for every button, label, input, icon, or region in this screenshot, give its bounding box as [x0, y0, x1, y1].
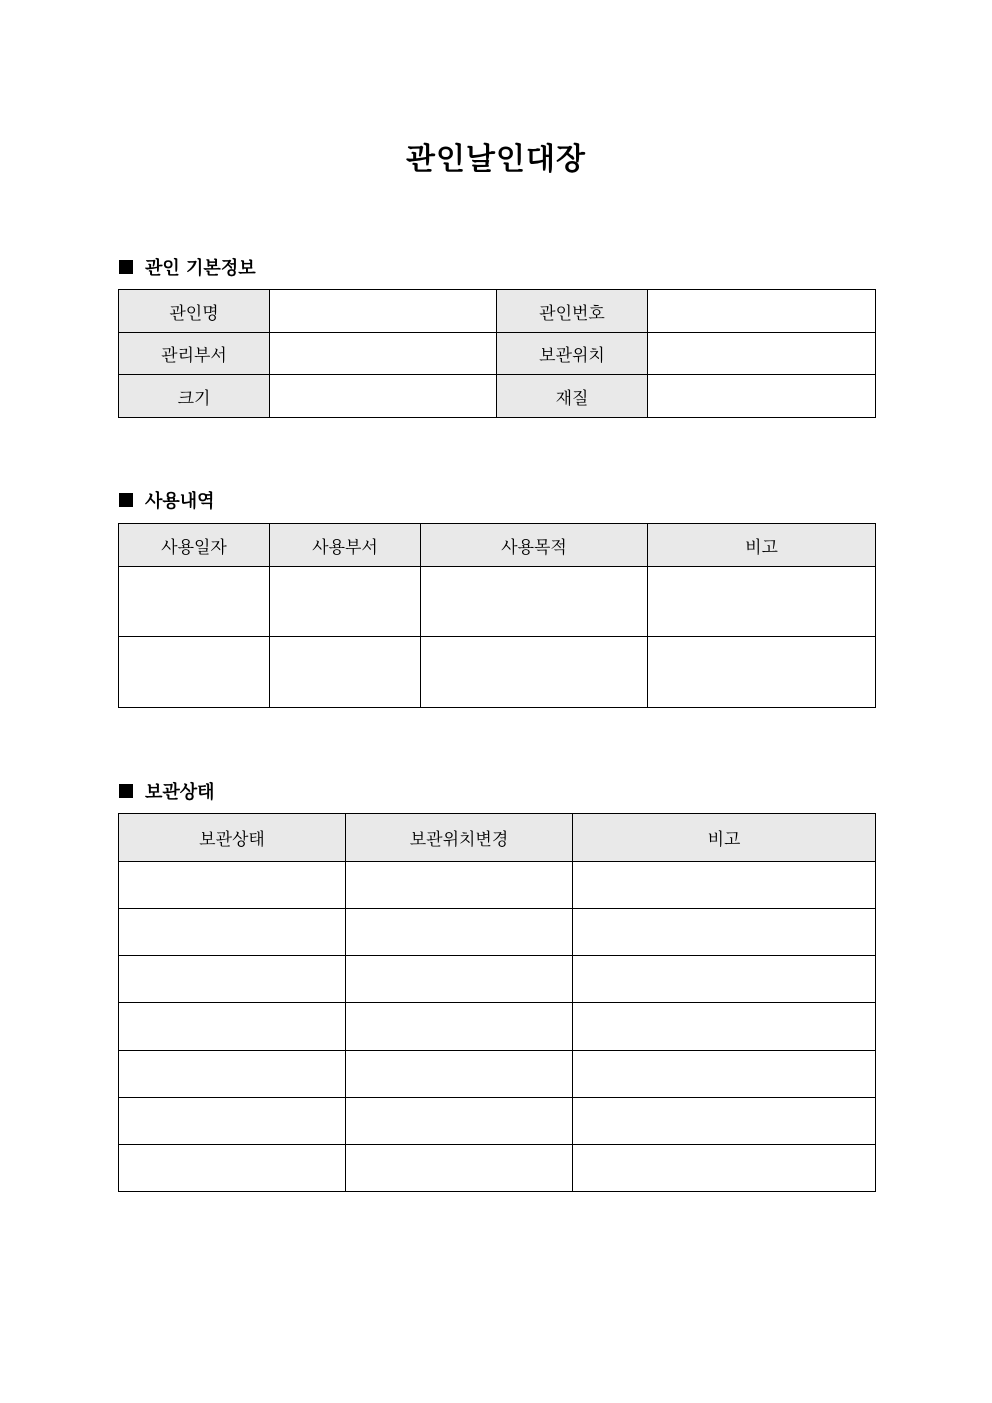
table-cell[interactable]	[119, 637, 270, 708]
section-heading-label: 관인 기본정보	[145, 258, 256, 279]
table-cell[interactable]	[346, 909, 573, 956]
table-cell[interactable]	[119, 1051, 346, 1098]
value-seal-name[interactable]	[270, 290, 497, 333]
column-header: 보관상태	[119, 814, 346, 862]
value-managing-dept[interactable]	[270, 333, 497, 375]
table-cell[interactable]	[573, 956, 876, 1003]
table-cell[interactable]	[421, 637, 648, 708]
table-row	[119, 333, 876, 375]
label-seal-number: 관인번호	[497, 290, 648, 333]
table-cell[interactable]	[119, 1098, 346, 1145]
table-cell[interactable]	[346, 1145, 573, 1192]
label-seal-name: 관인명	[119, 290, 270, 333]
label-managing-dept: 관리부서	[119, 333, 270, 375]
table-cell[interactable]	[119, 1145, 346, 1192]
table-cell[interactable]	[270, 637, 421, 708]
table-cell[interactable]	[573, 862, 876, 909]
square-bullet-icon	[119, 260, 133, 274]
table-row	[119, 1145, 876, 1192]
table-cell[interactable]	[119, 1003, 346, 1051]
table-row	[119, 637, 876, 708]
column-header: 보관위치변경	[346, 814, 573, 862]
column-header: 사용일자	[119, 524, 270, 567]
section-heading-basic-info	[119, 254, 256, 280]
square-bullet-icon	[119, 784, 133, 798]
table-cell[interactable]	[119, 956, 346, 1003]
section-heading-label: 보관상태	[145, 782, 215, 803]
label-size: 크기	[119, 375, 270, 418]
section-heading-label: 사용내역	[145, 491, 215, 512]
table-cell[interactable]	[573, 1098, 876, 1145]
column-header: 비고	[648, 524, 876, 567]
usage-table	[118, 523, 876, 708]
table-row	[119, 1051, 876, 1098]
table-cell[interactable]	[648, 637, 876, 708]
table-row	[119, 1003, 876, 1051]
column-header: 사용목적	[421, 524, 648, 567]
value-storage-location[interactable]	[648, 333, 876, 375]
page-title: 관인날인대장	[406, 142, 586, 177]
table-cell[interactable]	[648, 567, 876, 637]
table-row	[119, 862, 876, 909]
table-cell[interactable]	[573, 1145, 876, 1192]
value-size[interactable]	[270, 375, 497, 418]
table-cell[interactable]	[573, 1003, 876, 1051]
basic-info-table	[118, 289, 876, 418]
table-cell[interactable]	[119, 567, 270, 637]
table-header-row	[119, 524, 876, 567]
table-row	[119, 290, 876, 333]
table-row	[119, 375, 876, 418]
table-cell[interactable]	[421, 567, 648, 637]
table-cell[interactable]	[119, 862, 346, 909]
section-heading-storage	[119, 778, 215, 804]
table-row	[119, 909, 876, 956]
square-bullet-icon	[119, 493, 133, 507]
column-header: 사용부서	[270, 524, 421, 567]
table-cell[interactable]	[573, 909, 876, 956]
table-cell[interactable]	[346, 862, 573, 909]
value-material[interactable]	[648, 375, 876, 418]
value-seal-number[interactable]	[648, 290, 876, 333]
table-cell[interactable]	[346, 956, 573, 1003]
section-heading-usage	[119, 487, 215, 513]
table-cell[interactable]	[346, 1003, 573, 1051]
column-header: 비고	[573, 814, 876, 862]
table-cell[interactable]	[346, 1098, 573, 1145]
storage-table	[118, 813, 876, 1192]
label-material: 재질	[497, 375, 648, 418]
table-header-row	[119, 814, 876, 862]
table-row	[119, 567, 876, 637]
label-storage-location: 보관위치	[497, 333, 648, 375]
table-cell[interactable]	[270, 567, 421, 637]
table-row	[119, 956, 876, 1003]
table-row	[119, 1098, 876, 1145]
table-cell[interactable]	[346, 1051, 573, 1098]
table-cell[interactable]	[573, 1051, 876, 1098]
table-cell[interactable]	[119, 909, 346, 956]
